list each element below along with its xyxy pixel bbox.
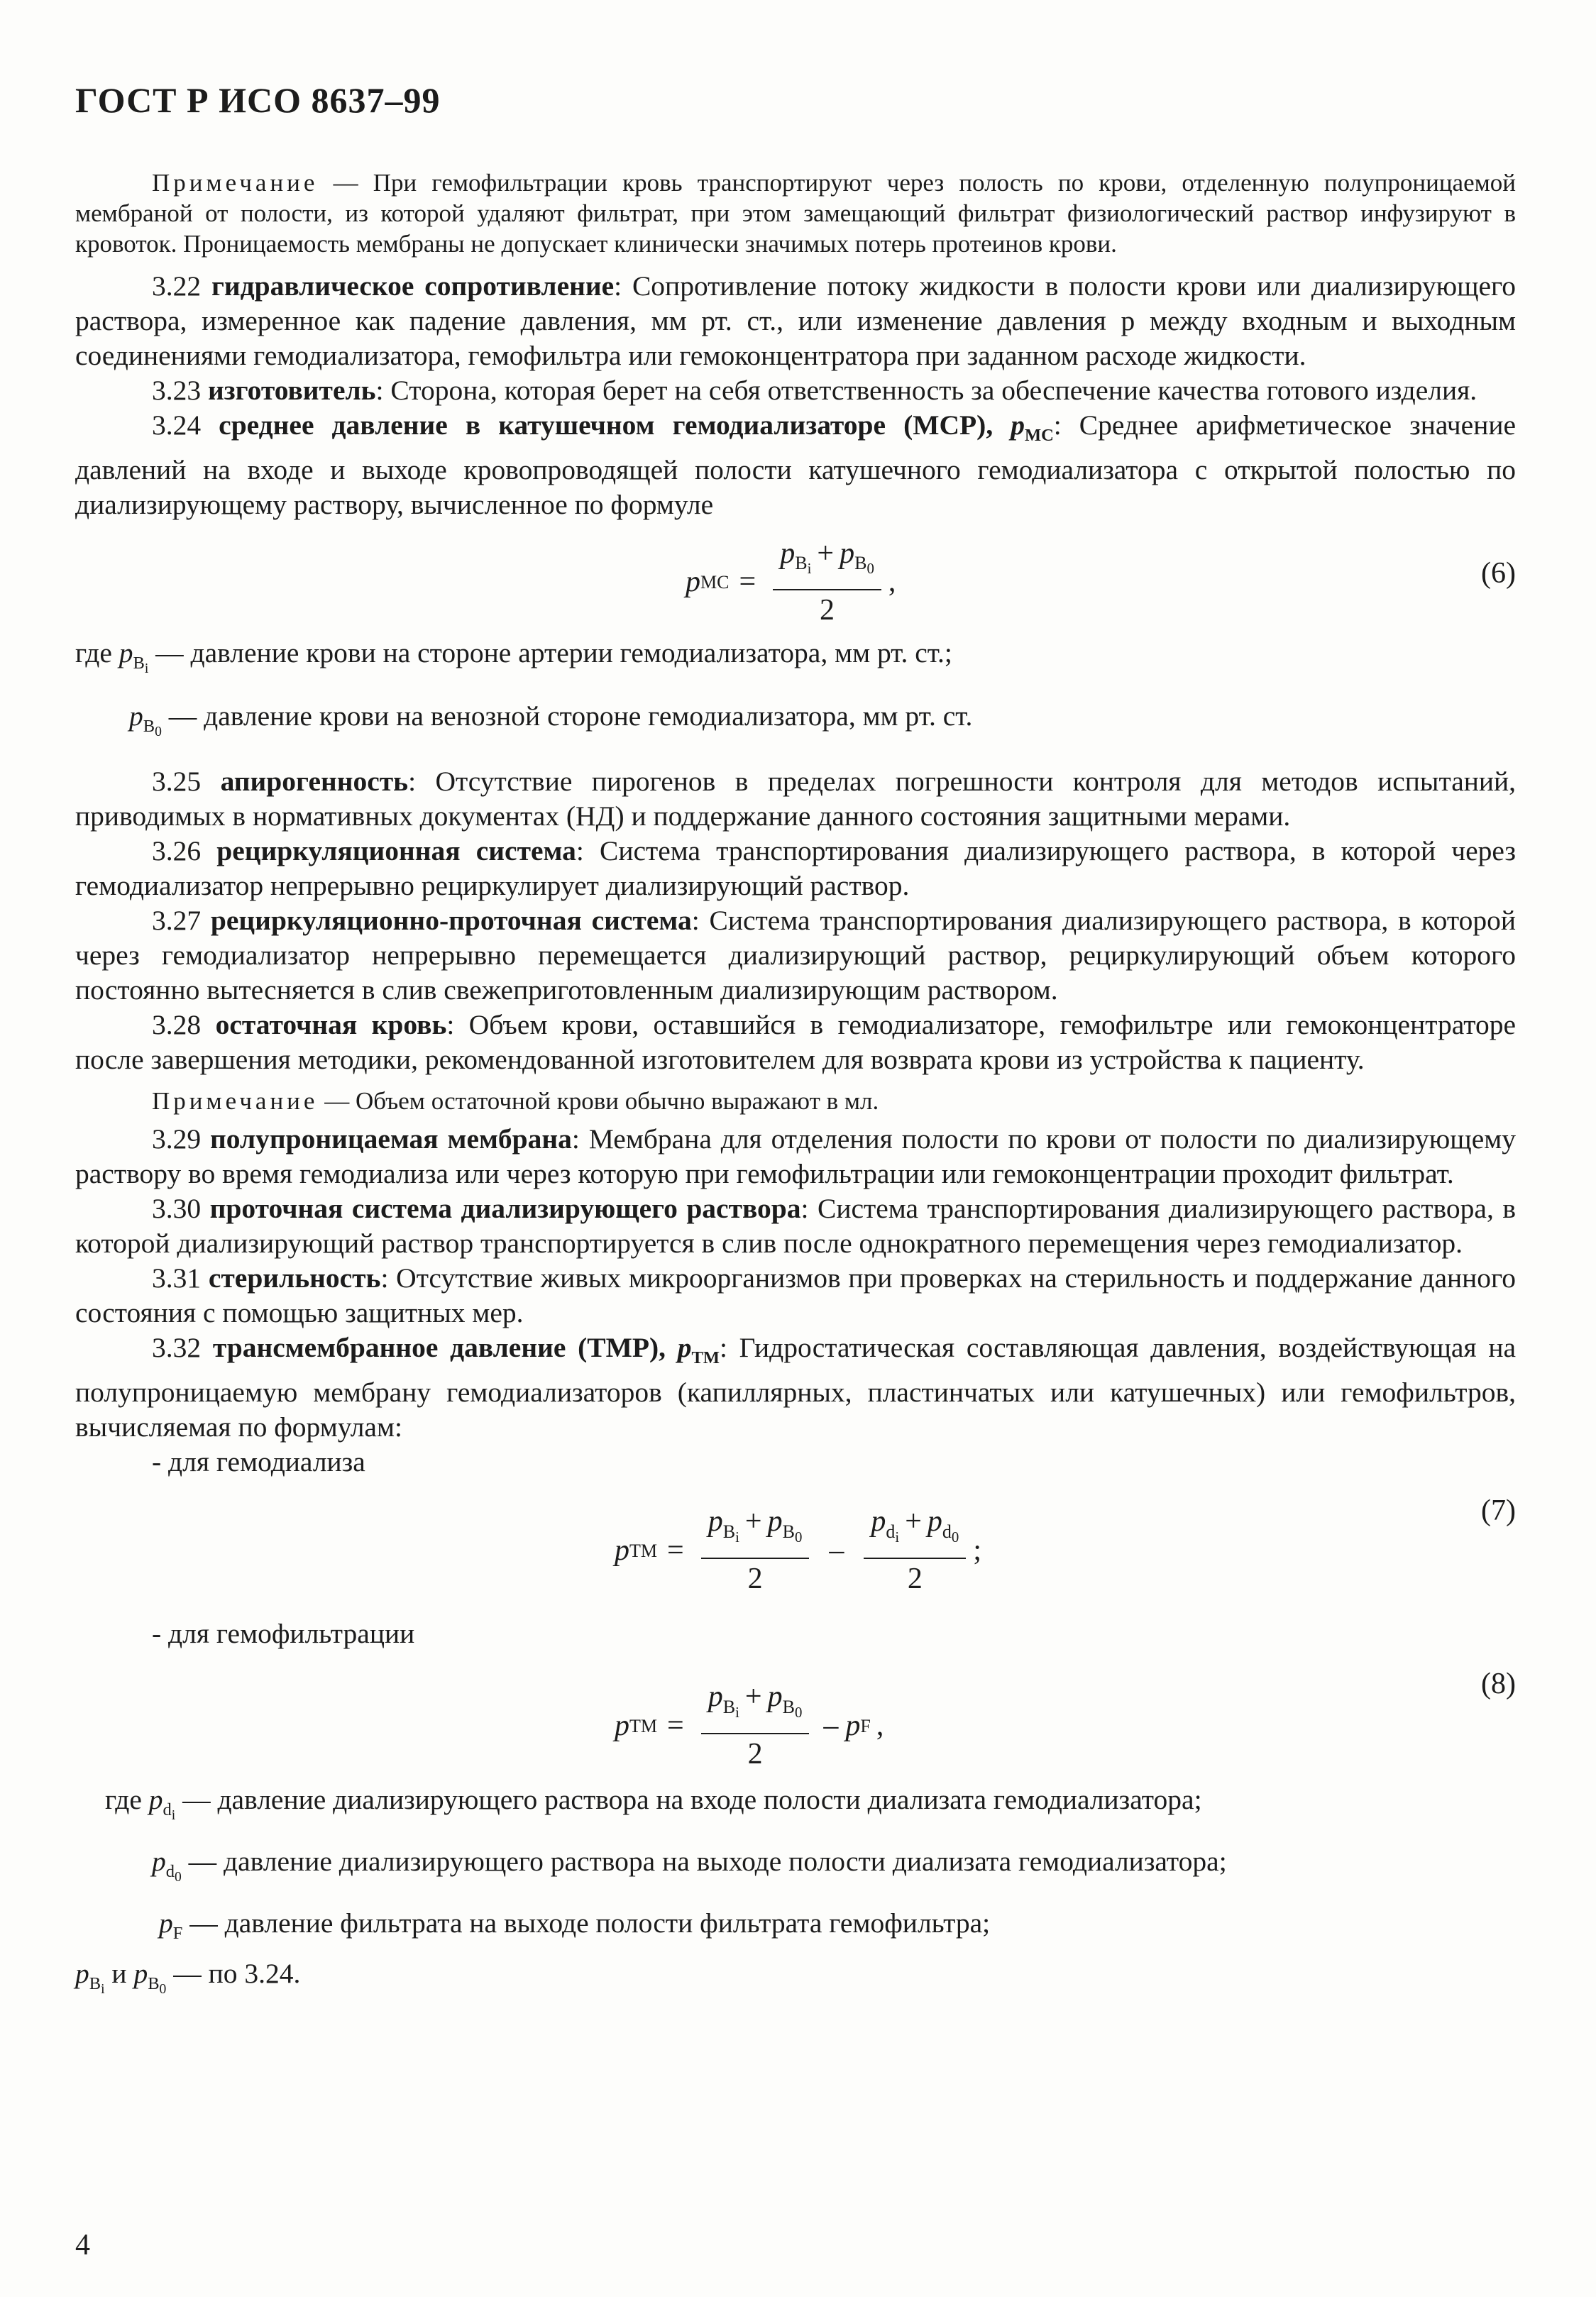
section-3-29: 3.29 полупроницаемая мембрана: Мембрана для отделения полости по крови от полости по диализирующему раствору во время гемодиализа или через которую при гемофильтрации или гемоконцентрации проходит фильтрат.: [75, 1123, 1516, 1190]
formula-6: p MC = $\frac{p_{B_i} + p_{B_0}}{2}$ , (6): [686, 536, 1516, 627]
where-8-line-4: $p_{B_i}$ и $p_{B_0}$ — по 3.24.: [75, 1957, 301, 1997]
equation-number: (7): [1481, 1494, 1516, 1528]
section-3-31: 3.31 стерильность: Отсутствие живых микроорганизмов при проверках на стерильность и поддержание данного состояния с помощью защитных мер.: [75, 1262, 1517, 1329]
term-symbol: $p_{MC}$: [1011, 409, 1054, 445]
where-8-line-2: $p_{d_0}$ — давление диализирующего раствора на выходе полости диализата гемодиализатора;: [152, 1846, 1227, 1885]
section-3-32: 3.32 трансмембранное давление (TMP), $p_{TM}$: Гидростатическая составляющая давления, воздействующая на полупроницаемую мембрану гемодиализаторов (капиллярных, пластинчатых или катушечных) или гемофильтров, вычисляемая по формулам:: [75, 1332, 1517, 1443]
where-6-line-2: $p_{B_0}$ — давление крови на венозной стороне гемодиализатора, мм рт. ст.: [129, 700, 973, 739]
term: изготовитель: [208, 375, 376, 406]
item-dialysis: - для гемодиализа: [152, 1446, 365, 1478]
note-2: Примечание — Объем остаточной крови обычно выражают в мл.: [152, 1087, 879, 1116]
term: среднее давление в катушечном гемодиализаторе (MCP),: [219, 409, 1011, 441]
equation-number: (8): [1481, 1668, 1516, 1701]
section-3-28: 3.28 остаточная кровь: Объем крови, оставшийся в гемодиализаторе, гемофильтре или гемоконцентраторе после завершения методики, рекомендованной изготовителем для возврата крови из устройства к пациенту.: [75, 1009, 1516, 1076]
fraction: $\frac{p_{B_i} + p_{B_0}}{2}$: [773, 536, 881, 629]
fraction-blood: $\frac{p_{B_i} + p_{B_0}}{2}$: [701, 1504, 810, 1597]
definition: : Среднее арифметическое значение давлений на входе и выходе кровопроводящей полости катушечного гемодиализатора с открытой полостью по диализирующему раствору, вычисленное по формуле: [75, 409, 1517, 520]
definition: : Сопротивление потоку жидкости в полости крови или диализирующего раствора, измеренное как падение давления, мм рт. ст., или изменение давления p между входным и выходным соединениями гемодиализатора, гемофильтра или гемоконцентратора при заданном расходе жидкости.: [75, 270, 1517, 371]
section-3-23: [75, 373, 1516, 408]
where-6-line-1: где $p_{B_i}$ — давление крови на стороне артерии гемодиализатора, мм рт. ст.;: [75, 637, 952, 676]
term: гидравлическое сопротивление: [211, 270, 615, 302]
where-8-line-1: где $p_{d_i}$ — давление диализирующего раствора на входе полости диализата гемодиализатора;: [105, 1784, 1202, 1824]
section-3-26: 3.26 рециркуляционная система: Система транспортирования диализирующего раствора, в которой через гемодиализатор непрерывно рециркулирует диализирующий раствор.: [75, 835, 1517, 902]
page-number: 4: [75, 2229, 90, 2262]
note-1: [75, 167, 1516, 259]
section-number: 3.24: [152, 409, 219, 441]
document-header: ГОСТ Р ИСО 8637–99: [75, 80, 441, 120]
note-label: Примечание: [152, 169, 319, 197]
item-filtration: - для гемофильтрации: [152, 1618, 415, 1650]
equation-number: (6): [1481, 556, 1516, 590]
where-8-line-3: $p_F$ — давление фильтрата на выходе полости фильтрата гемофильтра;: [159, 1907, 991, 1943]
document-body: [75, 167, 1516, 2007]
formula-7: p TM = $\frac{p_{B_i} + p_{B_0}}{2}$ – $\frac{p_{d_i} + p_{d_0}}{2}$ ; (7): [615, 1494, 1516, 1595]
section-number: 3.22: [152, 270, 211, 302]
section-3-27: 3.27 рециркуляционно-проточная система: Система транспортирования диализирующего раствора, в которой через гемодиализатор непрерывно перемещается диализирующий раствор, рециркулирующий объем которого постоянно вытесняется в слив свежеприготовленным диализирующим раствором.: [75, 905, 1516, 1006]
section-3-25: 3.25 апирогенность: Отсутствие пирогенов в пределах погрешности контроля для методов испытаний, приводимых в нормативных документах (НД) и поддержание данного состояния защитными мерами.: [75, 766, 1517, 832]
term-symbol: $p_{TM}$: [677, 1332, 720, 1368]
formula-8: p TM = $\frac{p_{B_i} + p_{B_0}}{2}$ – p F , (8): [615, 1668, 1516, 1770]
fraction-dialysate: $\frac{p_{d_i} + p_{d_0}}{2}$: [864, 1504, 966, 1597]
section-3-30: 3.30 проточная система диализирующего раствора: Система транспортирования диализирующего раствора, в которой диализирующий раствор транспортируется в слив после однократного перемещения через гемодиализатор.: [75, 1193, 1516, 1260]
section-3-22: [75, 269, 1516, 373]
fraction: $\frac{p_{B_i} + p_{B_0}}{2}$: [701, 1680, 810, 1772]
note-text: — При гемофильтрации кровь транспортируют через полость по крови, отделенную полупроницаемой мембраной от полости, из которой удаляют фильтрат, при этом замещающий фильтрат физиологический раствор инфузируют в кровоток. Проницаемость мембраны не допускает клинически значимых потерь протеинов крови.: [75, 169, 1516, 258]
section-3-24: [75, 408, 1516, 522]
section-number: 3.23: [152, 375, 208, 406]
definition: : Сторона, которая берет на себя ответственность за обеспечение качества готового изделия.: [375, 375, 1477, 406]
